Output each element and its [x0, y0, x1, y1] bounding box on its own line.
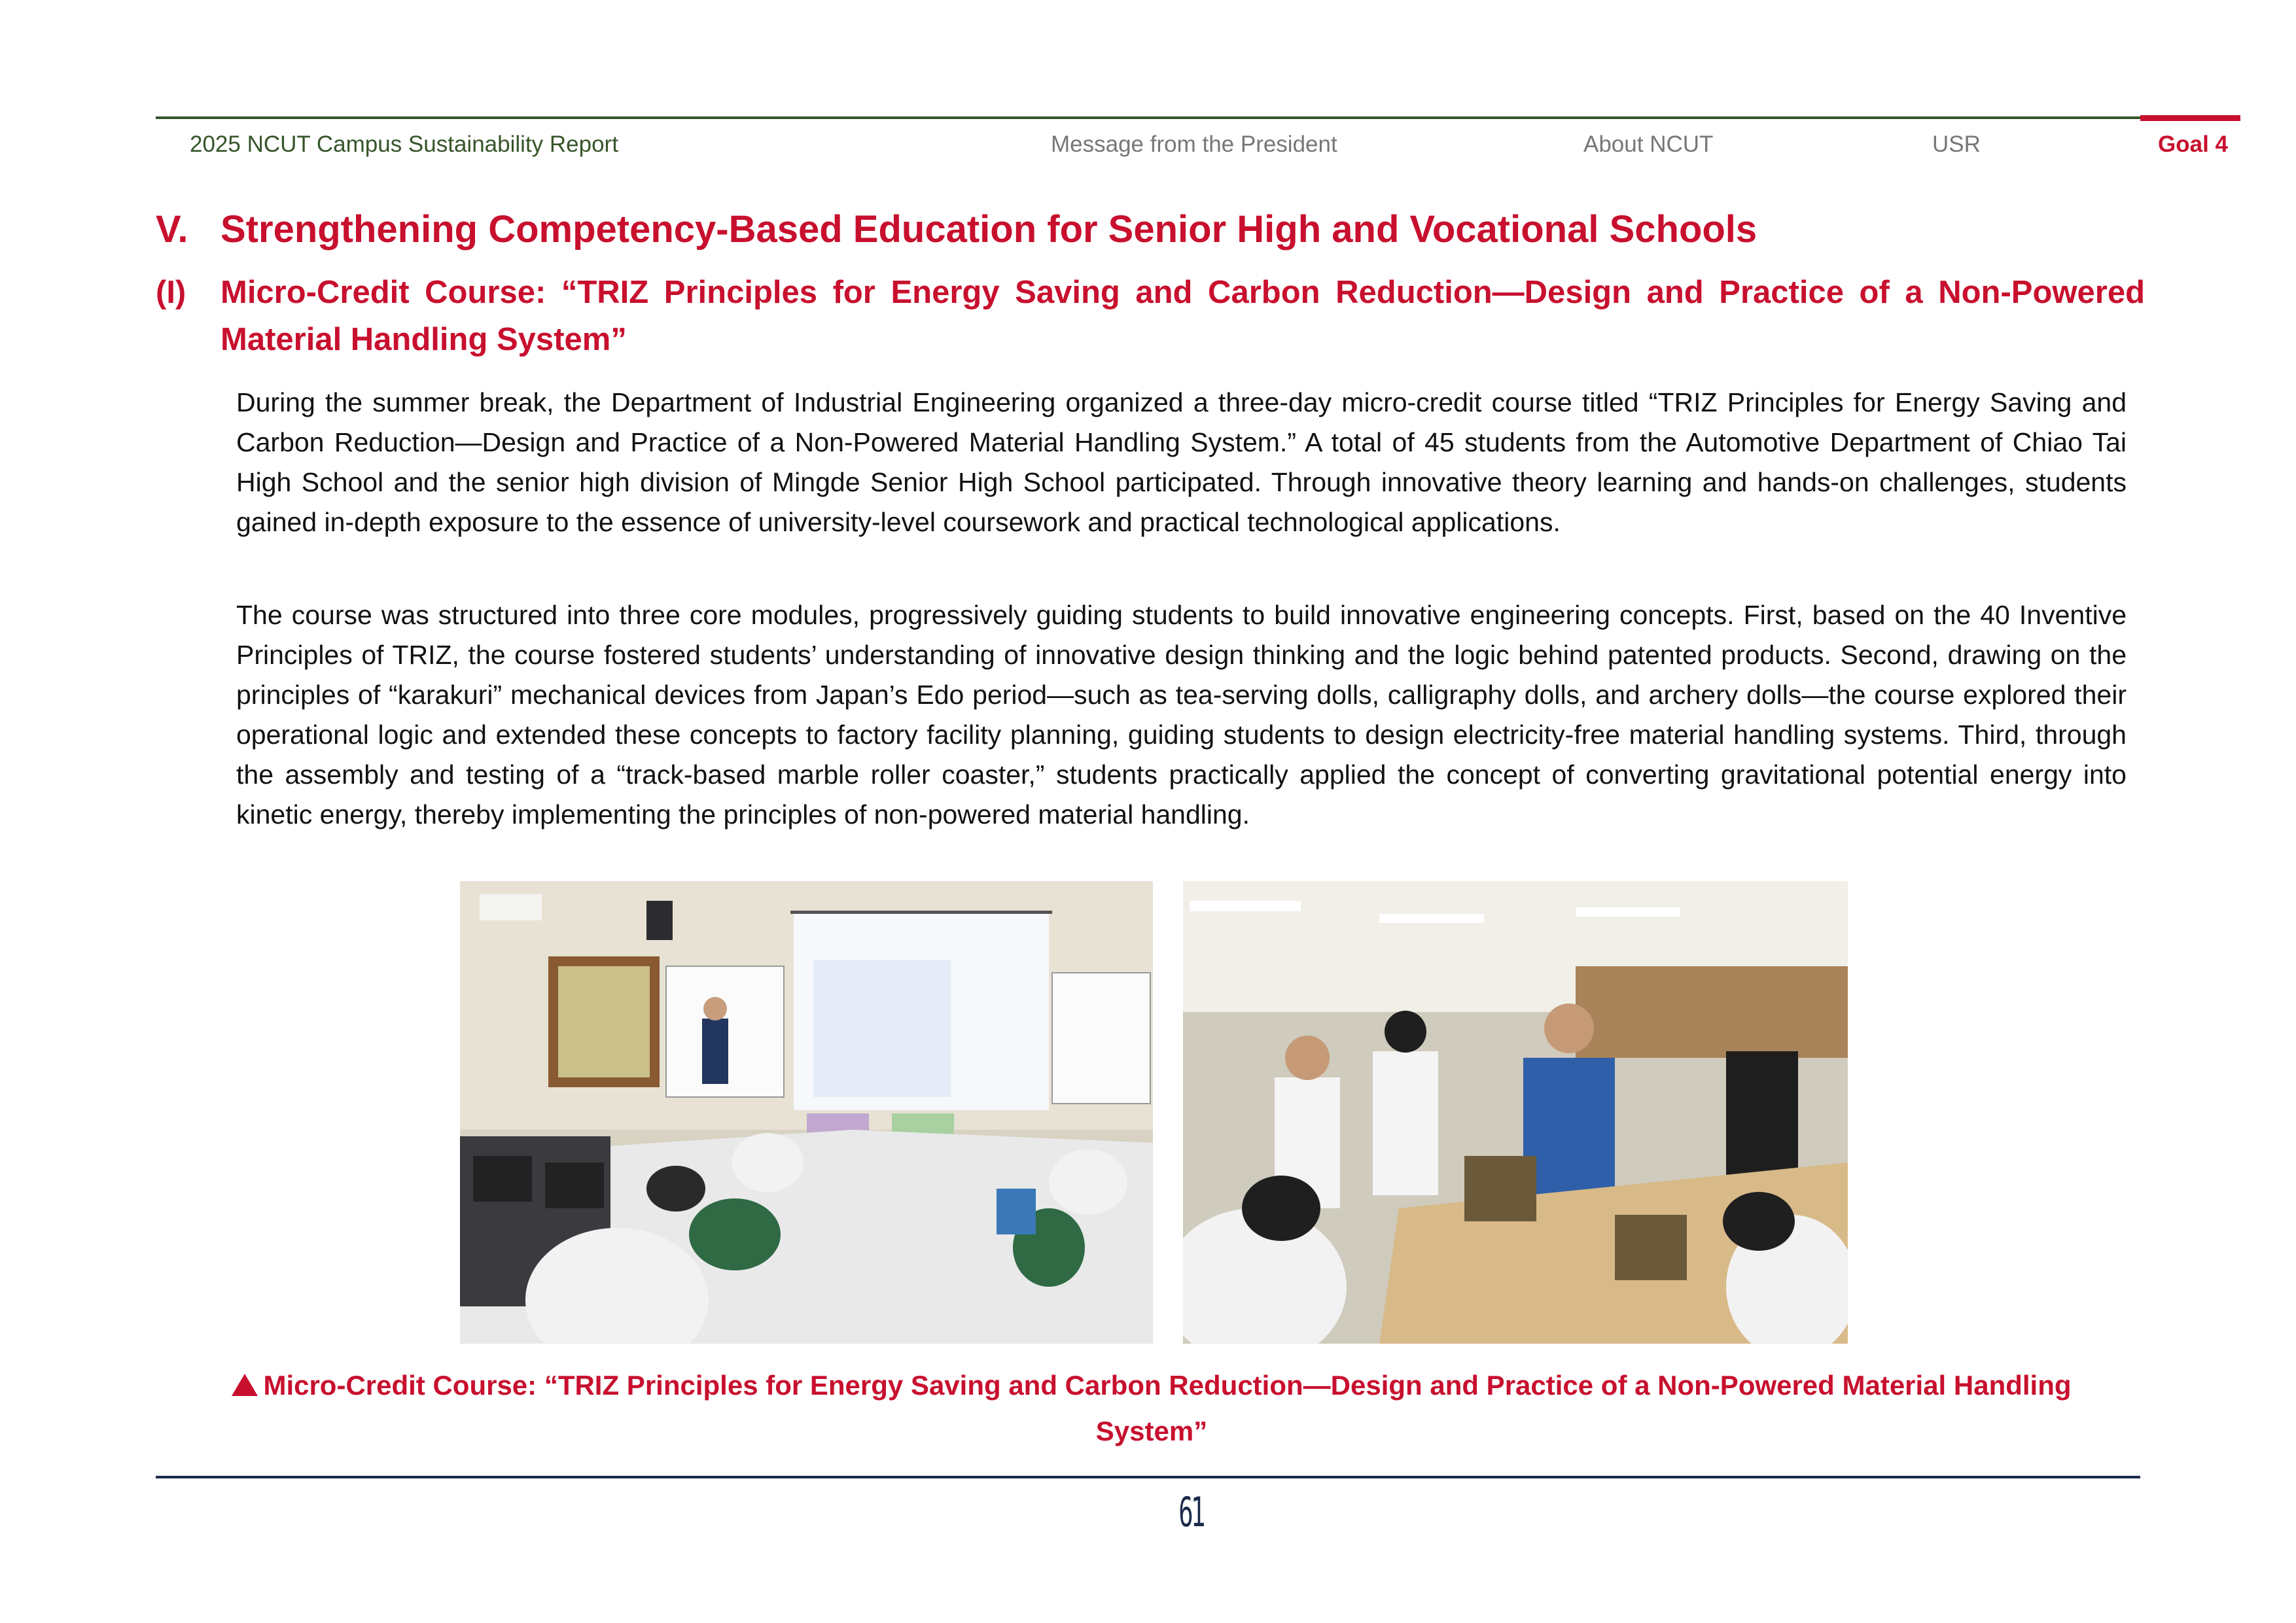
section-number: V. — [156, 208, 188, 251]
header-rule — [156, 116, 2140, 119]
body-paragraph-2: The course was structured into three core modules, progressively guiding students to build innovative engineering concepts. First, based on the 40 Inventive Principles of TRIZ, the course fostered students’ understanding of innovative design thinking and the logic behind patented products. Second, drawing on the principles of “karakuri” mechanical devices from Japan’s Edo period—such as tea-serving dolls, calligraphy dolls, and archery dolls—the course explored their operational logic and extended these concepts to factory facility planning, guiding students to design electricity-free material handling systems. Third, through the assembly and testing of a “track-based marble roller coaster,” students practically applied the concept of converting gravitational potential energy into kinetic energy, thereby implementing the principles of non-powered material handling. — [236, 600, 2127, 829]
subsection-number: (I) — [156, 275, 186, 310]
subsection-title: Micro-Credit Course: “TRIZ Principles for Energy Saving and Carbon Reduction—Design and Practice of a Non-Powered Material Handling System” — [221, 275, 2145, 357]
nav-usr[interactable]: USR — [1932, 131, 1981, 157]
triangle-up-icon — [232, 1374, 258, 1396]
nav-about-ncut[interactable]: About NCUT — [1583, 131, 1714, 157]
section-heading — [156, 205, 2145, 254]
nav-president-message[interactable]: Message from the President — [1051, 131, 1337, 157]
nav-goal-4[interactable]: Goal 4 — [2158, 131, 2228, 157]
subsection-heading — [156, 269, 2145, 363]
classroom-lecture-photo — [460, 881, 1153, 1344]
photo-caption — [196, 1363, 2107, 1454]
page-number: 61 — [1178, 1488, 1203, 1536]
report-title[interactable]: 2025 NCUT Campus Sustainability Report — [190, 131, 618, 157]
hands-on-demonstration-photo — [1183, 881, 1848, 1344]
footer-rule — [156, 1476, 2140, 1478]
photo-caption-text: Micro-Credit Course: “TRIZ Principles for Energy Saving and Carbon Reduction—Design and Practice of a Non-Powered Material Handling System” — [263, 1370, 2072, 1446]
section-title: Strengthening Competency-Based Education for Senior High and Vocational Schools — [221, 208, 1757, 251]
goal-tab-marker — [2140, 115, 2240, 121]
classroom-lecture-illustration — [460, 881, 1153, 1344]
body-paragraph-1: During the summer break, the Department of Industrial Engineering organized a three-day micro-credit course titled “TRIZ Principles for Energy Saving and Carbon Reduction—Design and Practice of a Non-Powered Material Handling System.” A total of 45 students from the Automotive Department of Chiao Tai High School and the senior high division of Mingde Senior High School participated. Through innovative theory learning and hands-on challenges, students gained in-depth exposure to the essence of university-level coursework and practical technological applications. — [236, 387, 2127, 537]
hands-on-demonstration-illustration — [1183, 881, 1848, 1344]
